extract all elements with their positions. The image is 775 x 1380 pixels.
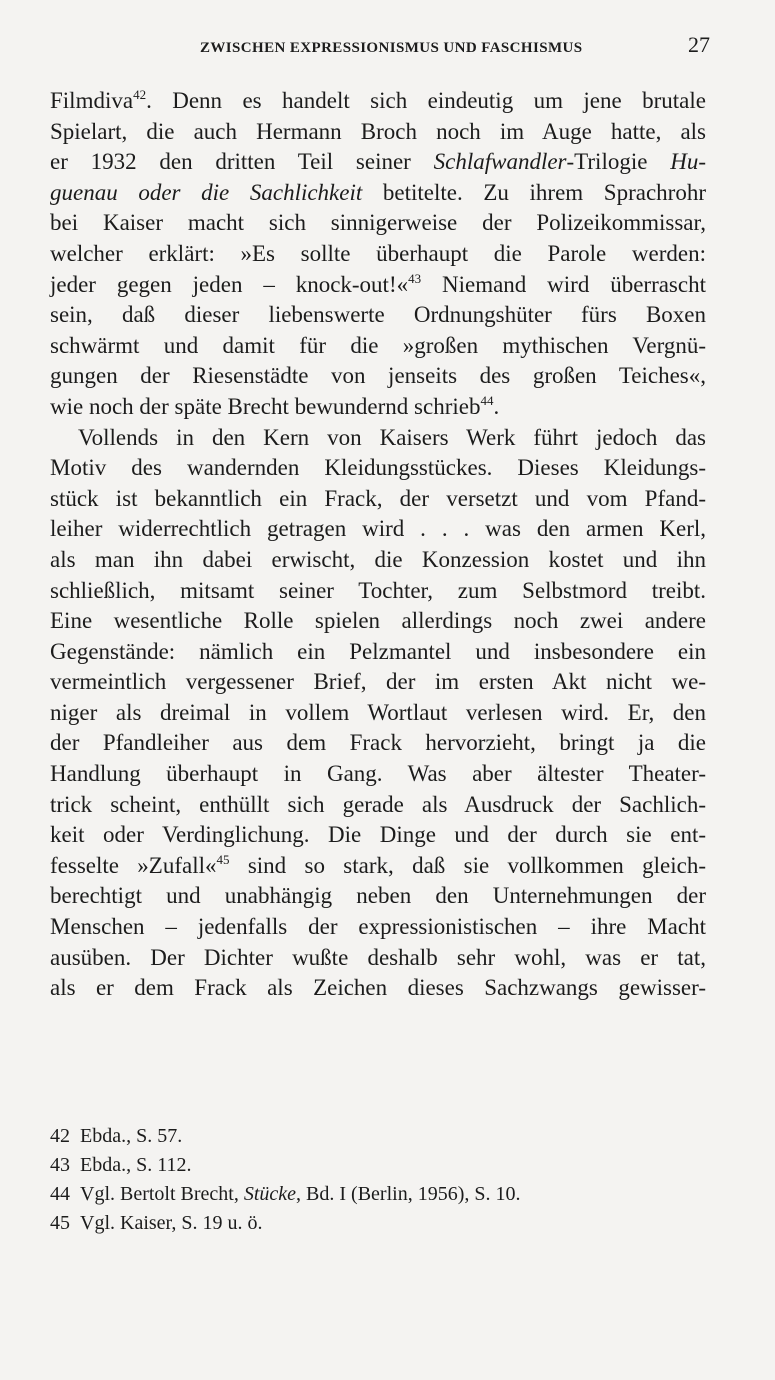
text-line: bei Kaiser macht sich sinnigerweise der Polizeikommissar, bbox=[50, 210, 706, 236]
footnote-ref: 45 bbox=[216, 851, 230, 867]
text-line: jeder gegen jeden – knock-out!«$^{43}$ Niemand wird überrascht bbox=[50, 270, 706, 297]
text-line: schließlich, mitsamt seiner Tochter, zum Selbstmord treibt. bbox=[50, 577, 706, 603]
footnote-number: 45 bbox=[50, 1212, 70, 1234]
text-line: keit oder Verdinglichung. Die Dinge und der durch sie ent- bbox=[50, 822, 706, 848]
text-line: schwärmt und damit für die »großen mythischen Vergnü- bbox=[50, 332, 706, 358]
text-line: Handlung überhaupt in Gang. Was aber ältester Theater- bbox=[50, 761, 706, 787]
text-line: der Pfandleiher aus dem Frack hervorzieht, bringt ja die bbox=[50, 730, 706, 756]
footnote-number: 43 bbox=[50, 1154, 70, 1176]
text-line: wie noch der späte Brecht bewundernd schrieb$^{44}$. bbox=[50, 392, 500, 419]
footnotes bbox=[50, 1122, 650, 1238]
text-line: sein, daß dieser liebenswerte Ordnungshüter fürs Boxen bbox=[50, 302, 706, 328]
text-line: er 1932 den dritten Teil seiner Schlafwandler-Trilogie Hu- bbox=[50, 149, 706, 175]
footnote: 45 Vgl. Kaiser, S. 19 u. ö. bbox=[50, 1209, 650, 1238]
text-line: Vollends in den Kern von Kaisers Werk führt jedoch das bbox=[78, 424, 706, 450]
footnote-ref: 44 bbox=[480, 392, 494, 408]
footnote-ref: 43 bbox=[408, 270, 422, 286]
text-line: als er dem Frack als Zeichen dieses Sachzwangs gewisser- bbox=[50, 975, 706, 1001]
text-line: Motiv des wandernden Kleidungsstückes. Dieses Kleidungs- bbox=[50, 455, 706, 481]
text-line: ausüben. Der Dichter wußte deshalb sehr wohl, was er tat, bbox=[50, 944, 706, 970]
text-line: stück ist bekanntlich ein Frack, der versetzt und vom Pfand- bbox=[50, 485, 706, 511]
footnote: 43 Ebda., S. 112. bbox=[50, 1151, 650, 1180]
text-line: als man ihn dabei erwischt, die Konzession kostet und ihn bbox=[50, 546, 706, 572]
text-line: trick scheint, enthüllt sich gerade als Ausdruck der Sachlich- bbox=[50, 791, 706, 817]
footnote-number: 42 bbox=[50, 1125, 70, 1147]
text-line: Gegenstände: nämlich ein Pelzmantel und insbesondere ein bbox=[50, 638, 706, 664]
text-line: berechtigt und unabhängig neben den Unternehmungen der bbox=[50, 883, 706, 909]
text-line: Spielart, die auch Hermann Broch noch im Auge hatte, als bbox=[50, 118, 706, 144]
text-line: fesselte »Zufall«$^{45}$ sind so stark, daß sie vollkommen gleich- bbox=[50, 851, 706, 878]
text-line: Eine wesentliche Rolle spielen allerdings noch zwei andere bbox=[50, 608, 706, 634]
body-text bbox=[50, 86, 706, 1004]
text-line: guenau oder die Sachlichkeit betitelte. Zu ihrem Sprachrohr bbox=[50, 179, 706, 205]
text-line: vermeintlich vergessener Brief, der im ersten Akt nicht we- bbox=[50, 669, 706, 695]
text-line: niger als dreimal in vollem Wortlaut verlesen wird. Er, den bbox=[50, 699, 706, 725]
text-line: Menschen – jedenfalls der expressionistischen – ihre Macht bbox=[50, 914, 706, 940]
text-line: gungen der Riesenstädte von jenseits des großen Teiches«, bbox=[50, 363, 706, 389]
footnote-number: 44 bbox=[50, 1183, 70, 1205]
running-head: ZWISCHEN EXPRESSIONISMUS UND FASCHISMUS bbox=[200, 40, 583, 56]
page-header bbox=[200, 32, 710, 58]
page-number: 27 bbox=[688, 32, 710, 57]
footnote: 44 Vgl. Bertolt Brecht, Stücke, Bd. I (Berlin, 1956), S. 10. bbox=[50, 1180, 650, 1209]
footnote-ref: 42 bbox=[133, 87, 147, 102]
footnote: 42 Ebda., S. 57. bbox=[50, 1122, 650, 1151]
text-line: welcher erklärt: »Es sollte überhaupt die Parole werden: bbox=[50, 240, 706, 266]
text-line: leiher widerrechtlich getragen wird . . . was den armen Kerl, bbox=[50, 516, 706, 542]
text-line: Filmdiva$^{42}$. Denn es handelt sich eindeutig um jene brutale bbox=[50, 87, 706, 113]
